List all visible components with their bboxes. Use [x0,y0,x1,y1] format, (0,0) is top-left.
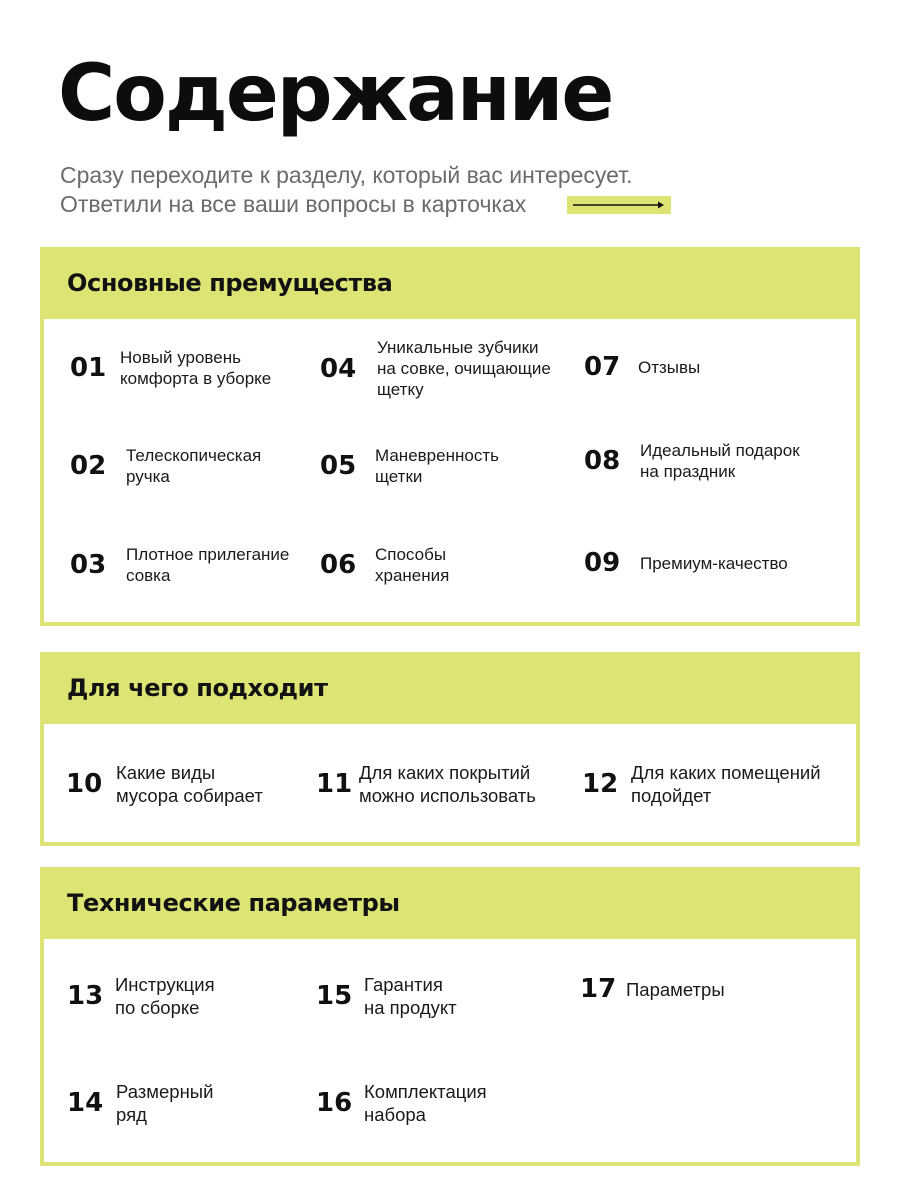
toc-item-15[interactable] [316,973,457,1019]
item-label: Гарантия на продукт [364,974,457,1018]
section-title: Для чего подходит [67,674,328,702]
item-number: 14 [67,1088,104,1118]
item-label: Какие виды мусора собирает [116,762,263,806]
item-label: Телескопическая ручка [126,446,262,486]
item-label: Премиум-качество [640,553,788,573]
item-label: Плотное прилегание совка [126,545,290,585]
item-number: 06 [320,550,357,580]
item-number: 04 [320,353,357,384]
item-number: 13 [67,981,104,1011]
toc-item-03[interactable] [70,544,289,586]
item-number: 02 [70,451,107,481]
item-label: Для каких помещений подойдет [631,762,821,806]
item-label: Параметры [626,978,725,1000]
page-title: Содержание [58,49,613,139]
item-label: Для каких покрытий можно использовать [359,762,536,806]
toc-item-01[interactable] [70,347,271,389]
item-label: Комплектация набора [364,1081,487,1125]
subtitle-line-2: Ответили на все ваши вопросы в карточках [60,191,527,217]
toc-item-09[interactable] [584,548,788,578]
item-number: 12 [582,769,619,799]
item-label: Размерный ряд [116,1081,214,1125]
section-use-cases [40,652,860,846]
item-label: Маневренность щетки [375,446,499,486]
toc-item-16[interactable] [316,1080,487,1126]
item-number: 01 [70,353,107,383]
item-number: 05 [320,451,357,481]
toc-item-08[interactable] [584,440,800,482]
toc-item-02[interactable] [70,445,261,487]
toc-item-13[interactable] [67,973,215,1019]
item-number: 16 [316,1088,353,1118]
section-panel [44,724,856,842]
toc-item-11[interactable] [316,761,536,807]
toc-item-07[interactable] [584,352,700,382]
item-number: 03 [70,550,107,580]
item-label: Способы хранения [375,545,450,585]
section-title: Технические параметры [67,889,400,917]
item-number: 07 [584,352,621,382]
item-label: Новый уровень комфорта в уборке [120,348,272,388]
toc-item-12[interactable] [582,761,821,807]
toc-item-17[interactable] [580,974,725,1004]
section-main-advantages [40,247,860,626]
item-number: 15 [316,981,353,1011]
item-label: Идеальный подарок на праздник [640,441,800,481]
section-technical-parameters [40,867,860,1166]
item-number: 09 [584,548,621,578]
item-number: 10 [66,769,103,799]
toc-item-06[interactable] [320,544,449,586]
item-label: Уникальные зубчики на совке, очищающие щетку [377,338,551,399]
item-label: Инструкция по сборке [115,974,215,1018]
item-number: 08 [584,446,621,476]
section-panel [44,319,856,622]
section-title: Основные премущества [67,269,393,297]
section-panel [44,939,856,1162]
item-number: 17 [580,974,617,1004]
subtitle-line-1: Сразу переходите к разделу, который вас интересует. [60,162,633,188]
toc-item-05[interactable] [320,445,499,487]
toc-item-04[interactable] [320,337,551,400]
item-number: 11 [316,769,353,799]
item-label: Отзывы [638,357,701,377]
toc-item-10[interactable] [66,761,263,807]
toc-item-14[interactable] [67,1080,213,1126]
arrow-right-icon [567,196,671,214]
